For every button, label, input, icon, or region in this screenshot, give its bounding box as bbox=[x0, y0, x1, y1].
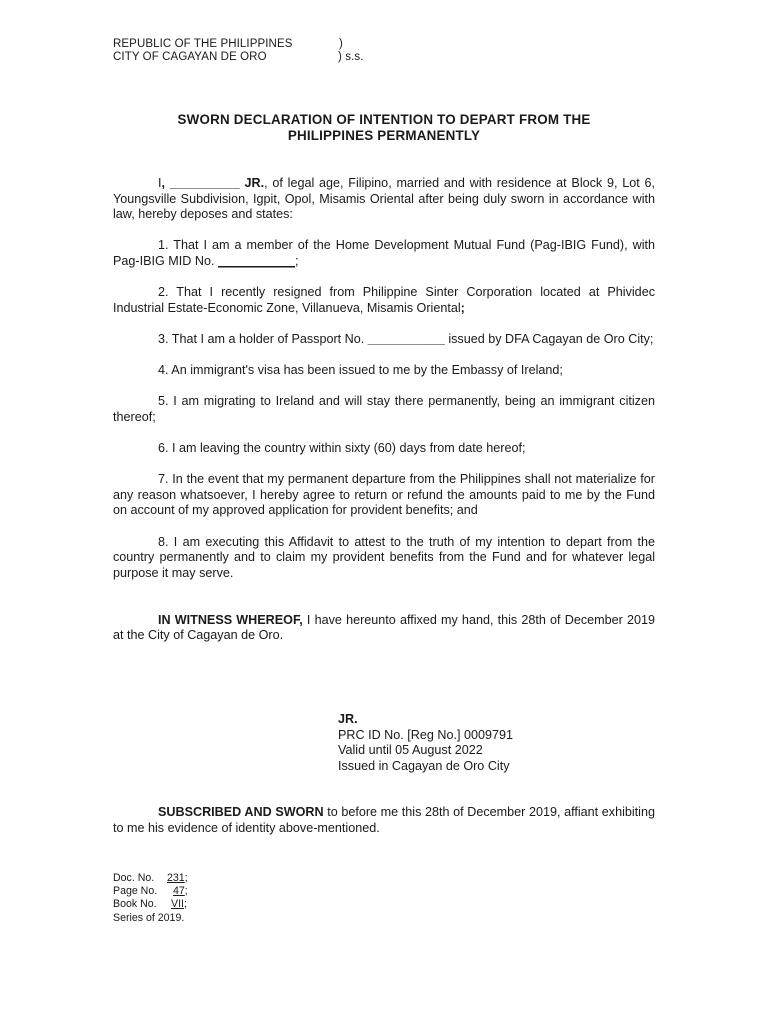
item-1-text: 1. That I am a member of the Home Development Mutual Fund (Pag-IBIG Fund), with Pag-IBIG MID No. bbox=[113, 238, 655, 268]
jurat-block bbox=[113, 805, 655, 836]
prc-id: PRC ID No. [Reg No.] 0009791 bbox=[338, 727, 514, 742]
mid-number-blank: ___________ bbox=[217, 253, 296, 268]
series-label: Series of bbox=[113, 911, 155, 924]
book-no-label: Book No. bbox=[113, 898, 157, 911]
intro-text: , of legal age, Filipino, married and with residence at Block 9, Lot 6, Youngsville Subdivision, Igpit, Opol, Misamis Oriental after being duly sworn in accordance with law, hereby deposes and states: bbox=[113, 176, 655, 222]
item-2-end: ; bbox=[460, 300, 465, 315]
document-body bbox=[113, 176, 655, 644]
witness-text: I have hereunto affixed my hand, this 28th of December 2019 at the City of Cagayan de Oro. bbox=[113, 612, 655, 643]
venue-republic-text: REPUBLIC OF THE PHILIPPINES bbox=[113, 38, 293, 50]
title-line-2: PHILIPPINES PERMANENTLY bbox=[287, 128, 481, 143]
item-2 bbox=[113, 285, 655, 316]
venue-block bbox=[113, 38, 364, 64]
document-title bbox=[100, 112, 668, 144]
jurat-lead: SUBSCRIBED AND SWORN bbox=[158, 805, 324, 819]
venue-city-text: CITY OF CAGAYAN DE ORO bbox=[113, 51, 267, 63]
item-5: 5. I am migrating to Ireland and will stay there permanently, being an immigrant citizen thereof; bbox=[113, 394, 655, 424]
doc-no-value: 231 bbox=[167, 872, 185, 884]
affiant-name-blank: , __________ JR. bbox=[161, 176, 265, 190]
venue-line-republic bbox=[113, 38, 343, 51]
passport-number-blank: ___________ bbox=[367, 331, 445, 346]
item-6: 6. I am leaving the country within sixty (60) days from date hereof; bbox=[158, 441, 526, 456]
signatory-name: JR. bbox=[338, 712, 358, 726]
page-no-label: Page No. bbox=[113, 885, 158, 898]
series-value: 2019. bbox=[157, 911, 185, 924]
book-no-value: VII bbox=[171, 898, 184, 911]
item-2-text: 2. That I recently resigned from Philippine Sinter Corporation located at Phividec Industrial Estate-Economic Zone, Villanueva, Misamis Oriental bbox=[113, 285, 655, 315]
item-3-rest: issued by DFA Cagayan de Oro City; bbox=[444, 331, 654, 346]
venue-bracket: ) bbox=[339, 38, 343, 50]
prc-validity: Valid until 05 August 2022 bbox=[338, 743, 483, 758]
page-no-value: 47 bbox=[173, 885, 185, 898]
doc-no-label: Doc. No. bbox=[113, 872, 155, 884]
venue-ss: ) s.s. bbox=[338, 51, 364, 63]
item-3-text: 3. That I am a holder of Passport No. bbox=[158, 331, 368, 346]
intro-paragraph bbox=[113, 176, 655, 223]
witness-lead: IN WITNESS WHEREOF, bbox=[158, 612, 303, 627]
intro-lead: I bbox=[158, 176, 162, 190]
jurat-paragraph bbox=[113, 805, 655, 836]
prc-issued-place: Issued in Cagayan de Oro City bbox=[338, 758, 510, 773]
item-7: 7. In the event that my permanent departure from the Philippines shall not materialize for any reason whatsoever, I hereby agree to return or refund the amounts paid to me by the Fund on account of my approved application for provident benefits; and bbox=[113, 472, 655, 518]
item-8: 8. I am executing this Affidavit to attest to the truth of my intention to depart from the country permanently and to claim my provident benefits from the Fund and for whatever legal purpose it may serve. bbox=[113, 534, 655, 580]
doc-no-row: Doc. No. 231; bbox=[113, 872, 188, 884]
signature-block bbox=[338, 712, 513, 774]
item-4: 4. An immigrant's visa has been issued to me by the Embassy of Ireland; bbox=[158, 363, 563, 378]
item-1-end: ; bbox=[295, 253, 299, 268]
series-row bbox=[113, 912, 188, 925]
book-no-row: Book No. VII; bbox=[113, 898, 187, 911]
title-line-1: SWORN DECLARATION OF INTENTION TO DEPART FROM THE bbox=[177, 112, 591, 127]
item-1 bbox=[113, 238, 655, 269]
page-no-row: Page No. 47; bbox=[113, 885, 188, 898]
witness-paragraph bbox=[113, 613, 655, 644]
item-3 bbox=[113, 332, 655, 348]
jurat-text: to before me this 28th of December 2019, affiant exhibiting to me his evidence of identity above-mentioned. bbox=[113, 805, 655, 835]
notarial-register bbox=[113, 872, 188, 925]
venue-line-city bbox=[113, 51, 364, 64]
